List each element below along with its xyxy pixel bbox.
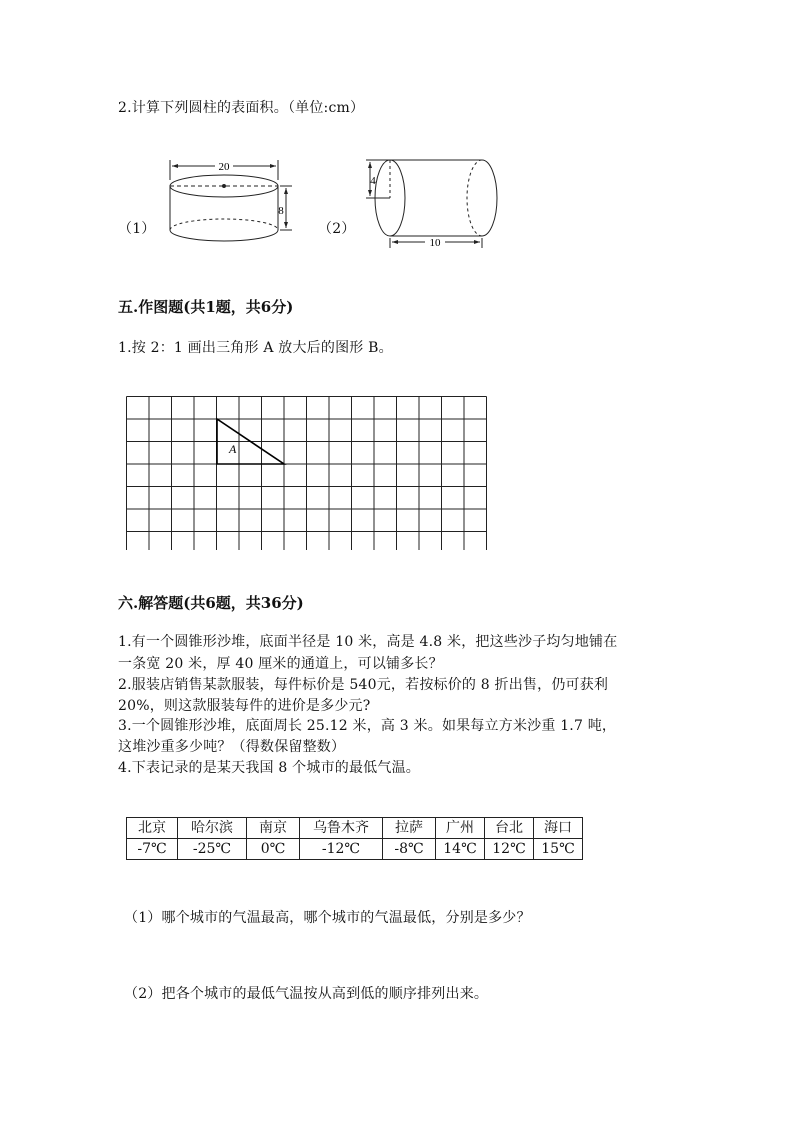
- table-cell: 南京: [247, 818, 300, 839]
- table-cell: -12℃: [300, 839, 383, 860]
- table-cell: -25℃: [178, 839, 247, 860]
- section-6-line-3: 2.服装店销售某款服装，每件标价是 540元，若按标价的 8 折出售，仍可获利: [118, 677, 609, 693]
- section-6-line-5: 3.一个圆锥形沙堆，底面周长 25.12 米，高 3 米。如果每立方米沙重 1.7 吨，: [118, 718, 617, 734]
- cylinder-1-height: 8: [278, 205, 284, 217]
- drawing-grid: [126, 396, 490, 550]
- cylinder-1-diameter: 20: [218, 161, 230, 173]
- table-cell: 拉萨: [383, 818, 436, 839]
- section-6-line-6: 这堆沙重多少吨？（得数保留整数）: [118, 739, 346, 755]
- table-cell: -7℃: [127, 839, 178, 860]
- table-cell: 12℃: [485, 839, 534, 860]
- section-5-question-1: 1.按 2：1 画出三角形 A 放大后的图形 B。: [118, 340, 393, 356]
- cylinder-2-diameter: 4: [370, 175, 376, 187]
- table-cell: 15℃: [534, 839, 583, 860]
- table-cell: 0℃: [247, 839, 300, 860]
- sub-question-1: （1）哪个城市的气温最高，哪个城市的气温最低，分别是多少？: [124, 910, 531, 926]
- q2-title: 2.计算下列圆柱的表面积。（单位:cm）: [118, 100, 365, 116]
- section-6-line-1: 1.有一个圆锥形沙堆，底面半径是 10 米，高是 4.8 米，把这些沙子均匀地铺在: [118, 634, 618, 650]
- triangle-a-label: A: [229, 442, 237, 456]
- cylinder-1: [170, 160, 292, 241]
- temperature-table: [126, 817, 583, 860]
- cylinder-figures: [0, 0, 794, 300]
- sub-question-2: （2）把各个城市的最低气温按从高到低的顺序排列出来。: [124, 986, 489, 1002]
- table-cell: 北京: [127, 818, 178, 839]
- table-cell: -8℃: [383, 839, 436, 860]
- table-cell: 海口: [534, 818, 583, 839]
- figure-1-label: （1）: [118, 221, 156, 237]
- table-cell: 台北: [485, 818, 534, 839]
- table-cell: 哈尔滨: [178, 818, 247, 839]
- grid-lines: [127, 397, 487, 551]
- section-6-heading: 六.解答题(共6题，共36分): [118, 594, 304, 612]
- section-6-line-7: 4.下表记录的是某天我国 8 个城市的最低气温。: [118, 760, 420, 776]
- section-6-line-2: 一条宽 20 米，厚 40 厘米的通道上，可以铺多长？: [118, 656, 443, 672]
- section-5-heading: 五.作图题(共1题，共6分): [118, 298, 294, 316]
- table-row-cities: [127, 818, 583, 839]
- cylinder-2: [366, 160, 497, 248]
- figure-2-label: （2）: [318, 221, 356, 237]
- table-cell: 广州: [436, 818, 485, 839]
- table-cell: 乌鲁木齐: [300, 818, 383, 839]
- cylinder-2-length: 10: [429, 237, 441, 249]
- table-cell: 14℃: [436, 839, 485, 860]
- section-6-line-4: 20%，则这款服装每件的进价是多少元?: [118, 698, 371, 714]
- table-row-temps: [127, 839, 583, 860]
